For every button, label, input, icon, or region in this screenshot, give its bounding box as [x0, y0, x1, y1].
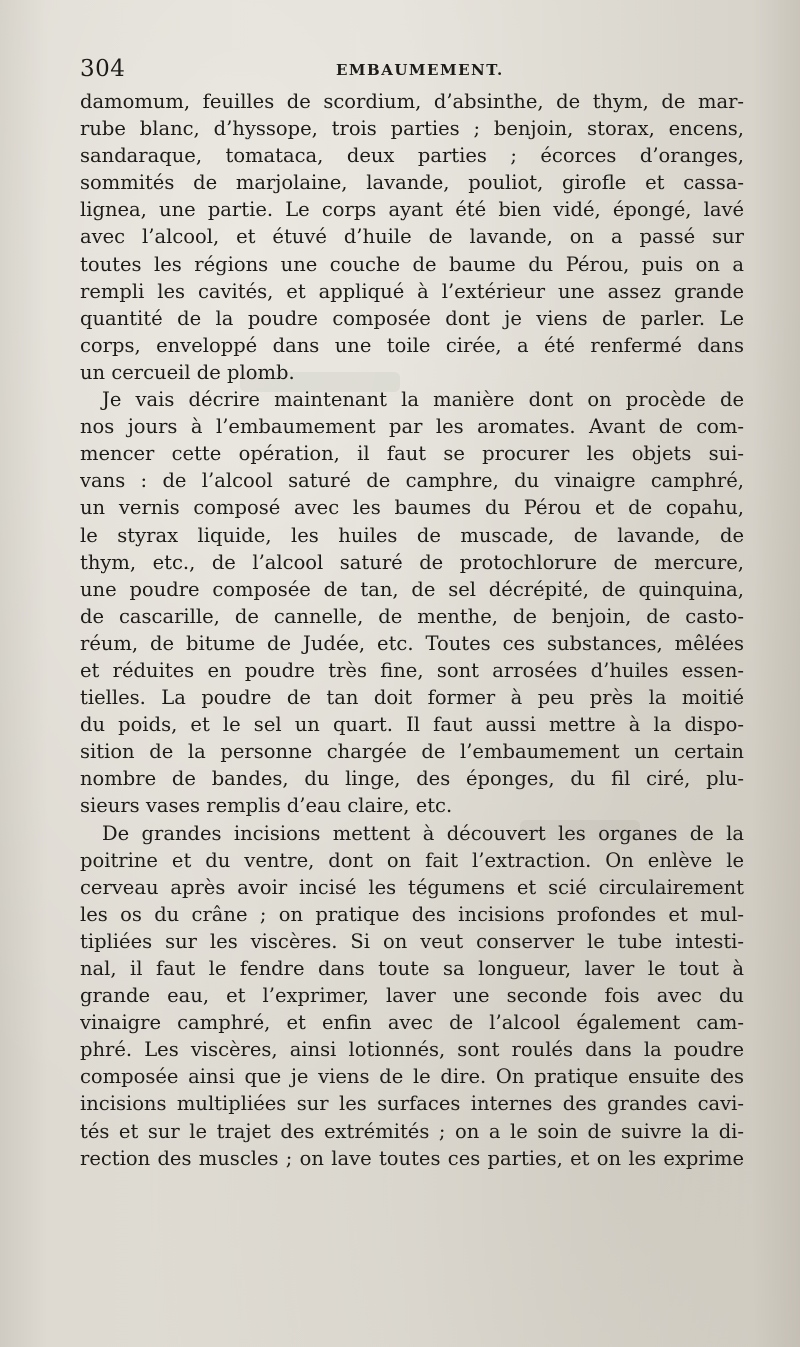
text-line: rube blanc, d’hyssope, trois parties ; benjoin, storax, encens, — [80, 117, 744, 141]
text-line: phré. Les viscères, ainsi lotionnés, sont roulés dans la poudre — [80, 1038, 744, 1062]
text-line: avec l’alcool, et étuvé d’huile de lavande, on a passé sur — [80, 225, 744, 249]
text-line: sommités de marjolaine, lavande, pouliot, girofle et cassa- — [80, 171, 744, 195]
text-line: les os du crâne ; on pratique des incisions profondes et mul- — [80, 902, 744, 926]
text-line: cerveau après avoir incisé les tégumens et scié circulairement — [80, 875, 744, 899]
page-number: 304 — [80, 56, 126, 82]
body-text — [80, 88, 744, 1172]
text-line: de cascarille, de cannelle, de menthe, de benjoin, de casto- — [80, 604, 744, 628]
text-line: grande eau, et l’exprimer, laver une seconde fois avec du — [80, 984, 744, 1008]
text-line: réum, de bitume de Judée, etc. Toutes ces substances, mêlées — [80, 631, 744, 655]
text-line: du poids, et le sel un quart. Il faut aussi mettre à la dispo- — [80, 713, 744, 737]
text-line: poitrine et du ventre, dont on fait l’extraction. On enlève le — [80, 848, 744, 872]
text-line: le styrax liquide, les huiles de muscade, de lavande, de — [80, 523, 744, 547]
text-line: vans : de l’alcool saturé de camphre, du vinaigre camphré, — [80, 469, 744, 493]
text-line: nombre de bandes, du linge, des éponges, du fil ciré, plu- — [80, 767, 744, 791]
text-line: tés et sur le trajet des extrémités ; on a le soin de suivre la di- — [80, 1119, 744, 1143]
text-line: rection des muscles ; on lave toutes ces parties, et on les exprime — [80, 1146, 744, 1170]
text-line: thym, etc., de l’alcool saturé de protochlorure de mercure, — [80, 550, 744, 574]
text-line: vinaigre camphré, et enfin avec de l’alcool également cam- — [80, 1011, 744, 1035]
text-line: incisions multipliées sur les surfaces internes des grandes cavi- — [80, 1092, 744, 1116]
running-head: EMBAUMEMENT. — [336, 61, 504, 79]
text-line: damomum, feuilles de scordium, d’absinthe, de thym, de mar- — [80, 90, 744, 113]
text-line: tielles. La poudre de tan doit former à peu près la moitié — [80, 686, 744, 710]
text-line: rempli les cavités, et appliqué à l’extérieur une assez grande — [80, 279, 744, 303]
text-line: nos jours à l’embaumement par les aromates. Avant de com- — [80, 415, 744, 439]
text-line: lignea, une partie. Le corps ayant été bien vidé, épongé, lavé — [80, 198, 744, 222]
text-line: et réduites en poudre très fine, sont arrosées d’huiles essen- — [80, 658, 744, 682]
text-line: composée ainsi que je viens de le dire. On pratique ensuite des — [80, 1065, 744, 1089]
text-line: corps, enveloppé dans une toile cirée, a été renfermé dans — [80, 333, 744, 357]
text-line: une poudre composée de tan, de sel décrépité, de quinquina, — [80, 577, 744, 601]
text-line: sandaraque, tomataca, deux parties ; écorces d’oranges, — [80, 144, 744, 168]
paragraph-first-line: De grandes incisions mettent à découvert les organes de la — [102, 821, 744, 845]
text-line: sieurs vases remplis d’eau claire, etc. — [80, 794, 453, 818]
text-line: un vernis composé avec les baumes du Pérou et de copahu, — [80, 496, 744, 520]
paragraph-first-line: Je vais décrire maintenant la manière dont on procède de — [102, 388, 744, 412]
text-line: sition de la personne chargée de l’embaumement un certain — [80, 740, 744, 764]
text-line: un cercueil de plomb. — [80, 360, 295, 384]
text-line: nal, il faut le fendre dans toute sa longueur, laver le tout à — [80, 957, 744, 980]
page-header — [80, 56, 744, 88]
text-line: quantité de la poudre composée dont je viens de parler. Le — [80, 306, 744, 330]
text-line: tipliées sur les viscères. Si on veut conserver le tube intesti- — [80, 929, 744, 953]
text-line: toutes les régions une couche de baume du Pérou, puis on a — [80, 252, 744, 276]
text-line: mencer cette opération, il faut se procurer les objets sui- — [80, 442, 744, 466]
